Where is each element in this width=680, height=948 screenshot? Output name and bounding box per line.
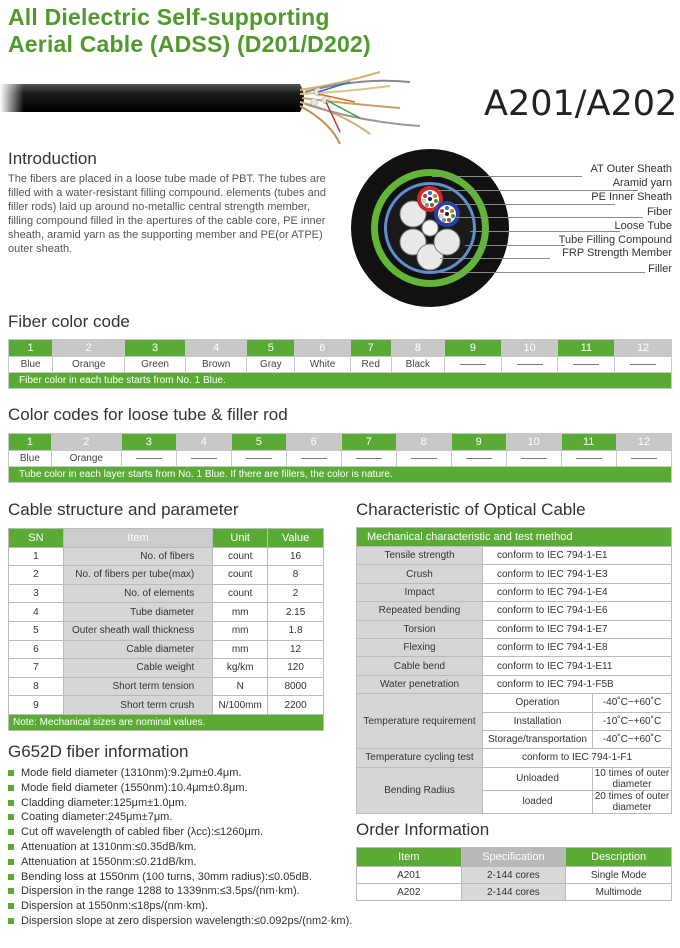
col-specification: Specification — [461, 848, 566, 867]
cell: 2 — [268, 584, 324, 603]
tube-num: 10 — [506, 434, 561, 451]
table-row — [357, 749, 672, 767]
fiber-color-empty — [558, 357, 615, 373]
cell: No. of fibers — [63, 547, 212, 566]
title-line-1: All Dielectric Self-supporting — [8, 4, 330, 30]
cell: Crush — [357, 565, 483, 583]
fiber-num: 8 — [391, 340, 444, 357]
list-item — [8, 870, 352, 885]
tube-color-empty — [286, 451, 341, 467]
cell: Multimode — [566, 884, 672, 901]
cable-photo — [0, 62, 470, 152]
table-row — [9, 566, 324, 585]
cell: No. of fibers per tube(max) — [63, 566, 212, 585]
fiber-color: White — [295, 357, 351, 373]
cell: 20 times of outer diameter — [593, 790, 672, 813]
fiber-num: 4 — [185, 340, 247, 357]
tube-color-empty — [451, 451, 506, 467]
tube-color-empty — [506, 451, 561, 467]
cell: -40˚C~+60˚C — [593, 730, 672, 748]
cell: Repeated bending — [357, 602, 483, 620]
cell: Flexing — [357, 638, 483, 656]
table-row — [357, 694, 672, 712]
col-item: Item — [63, 529, 212, 548]
cell: Cable diameter — [63, 640, 212, 659]
cell: Outer sheath wall thickness — [63, 621, 212, 640]
page-title — [8, 4, 371, 58]
list-item-text: Attenuation at 1550nm:≤0.21dB/km. — [21, 855, 197, 868]
fiber-color: Green — [125, 357, 185, 373]
cell: conform to IEC 794-1-E11 — [483, 657, 672, 675]
structure-heading: Cable structure and parameter — [8, 500, 239, 519]
list-item — [8, 810, 352, 825]
cell: N — [213, 677, 268, 696]
table-row — [9, 547, 324, 566]
fiber-num: 3 — [125, 340, 185, 357]
cell: 3 — [9, 584, 64, 603]
tube-color-note: Tube color in each layer starts from No. 1 Blue. If there are fillers, the color is nature. — [9, 467, 672, 483]
cell: 2-144 cores — [461, 867, 566, 884]
table-row — [357, 884, 672, 901]
cell: 2.15 — [268, 603, 324, 622]
fiber-num: 7 — [350, 340, 391, 357]
table-row — [9, 640, 324, 659]
optical-heading: Characteristic of Optical Cable — [356, 500, 586, 519]
cell: Water penetration — [357, 675, 483, 693]
list-item — [8, 914, 352, 929]
table-row — [357, 638, 672, 656]
cell: conform to IEC 794-1-E1 — [483, 547, 672, 565]
fiber-color: Orange — [53, 357, 125, 373]
cell: A202 — [357, 884, 462, 901]
intro-heading: Introduction — [8, 149, 97, 168]
col-description: Description — [566, 848, 672, 867]
cell: Cable weight — [63, 659, 212, 678]
fiber-color-heading: Fiber color code — [8, 312, 130, 331]
list-item-text: Bending loss at 1550nm (100 turns, 30mm radius):≤0.05dB. — [21, 870, 312, 883]
cell: A201 — [357, 867, 462, 884]
cell: Short term crush — [63, 696, 212, 715]
list-item-text: Mode field diameter (1310nm):9.2μm±0.4μm. — [21, 767, 242, 779]
fiber-color: Blue — [9, 357, 53, 373]
tube-num: 7 — [341, 434, 396, 451]
cell: 16 — [268, 547, 324, 566]
list-item — [8, 825, 352, 840]
cell: Cable bend — [357, 657, 483, 675]
tube-color-table — [8, 433, 672, 483]
col-unit: Unit — [213, 529, 268, 548]
table-row — [9, 603, 324, 622]
mechanical-table-title: Mechanical characteristic and test method — [357, 528, 672, 547]
fiber-num: 1 — [9, 340, 53, 357]
structure-note: Note: Mechanical sizes are nominal values. — [9, 714, 324, 730]
cell: 1 — [9, 547, 64, 566]
cell: 6 — [9, 640, 64, 659]
list-item — [8, 796, 352, 811]
cell: 4 — [9, 603, 64, 622]
tube-color-empty — [616, 451, 671, 467]
fiber-color-note: Fiber color in each tube starts from No. 1 Blue. — [9, 373, 672, 389]
col-sn: SN — [9, 529, 64, 548]
list-item — [8, 884, 352, 899]
table-row — [357, 602, 672, 620]
cell: 8 — [9, 677, 64, 696]
label-filler: Filler — [648, 263, 672, 275]
structure-table — [8, 528, 324, 731]
table-row — [357, 675, 672, 693]
tube-num: 3 — [121, 434, 176, 451]
cell: kg/km — [213, 659, 268, 678]
table-row — [357, 620, 672, 638]
cell: -40˚C~+60˚C — [593, 694, 672, 712]
g652-heading: G652D fiber information — [8, 742, 189, 761]
table-row — [9, 584, 324, 603]
list-item — [8, 840, 352, 855]
cell: 9 — [9, 696, 64, 715]
tube-color-heading: Color codes for loose tube & filler rod — [8, 405, 288, 424]
tube-num: 4 — [176, 434, 231, 451]
cell: count — [213, 566, 268, 585]
tube-num: 12 — [616, 434, 671, 451]
cell: 2 — [9, 566, 64, 585]
fiber-num: 2 — [53, 340, 125, 357]
fiber-color-empty — [501, 357, 558, 373]
table-row — [357, 583, 672, 601]
col-value: Value — [268, 529, 324, 548]
tube-num: 1 — [9, 434, 52, 451]
cell: count — [213, 547, 268, 566]
tube-num: 6 — [286, 434, 341, 451]
cell: Torsion — [357, 620, 483, 638]
fiber-color: Brown — [185, 357, 247, 373]
cell: count — [213, 584, 268, 603]
model-number: A201/A202 — [484, 84, 678, 124]
cell: loaded — [483, 790, 593, 813]
cell: 2200 — [268, 696, 324, 715]
tube-num: 9 — [451, 434, 506, 451]
g652-list — [8, 766, 352, 929]
table-row — [357, 547, 672, 565]
fiber-num: 11 — [558, 340, 615, 357]
cell: -10˚C~+60˚C — [593, 712, 672, 730]
table-row — [9, 677, 324, 696]
tube-color-empty — [231, 451, 286, 467]
cell: Temperature requirement — [357, 694, 483, 749]
cell: conform to IEC 794-1-F5B — [483, 675, 672, 693]
mechanical-table — [356, 527, 672, 814]
tube-color-empty — [396, 451, 451, 467]
fiber-color-empty — [445, 357, 502, 373]
cell: conform to IEC 794-1-E3 — [483, 565, 672, 583]
cell: conform to IEC 794-1-E8 — [483, 638, 672, 656]
table-row — [9, 659, 324, 678]
fiber-color: Gray — [247, 357, 295, 373]
cell: Operation — [483, 694, 593, 712]
label-loose-tube: Loose Tube — [614, 220, 672, 232]
list-item — [8, 766, 352, 781]
cell: conform to IEC 794-1-E6 — [483, 602, 672, 620]
list-item-text: Attenuation at 1310nm:≤0.35dB/km. — [21, 840, 197, 853]
fiber-num: 5 — [247, 340, 295, 357]
label-frp-strength-member: FRP Strength Member — [562, 247, 672, 259]
fiber-num: 6 — [295, 340, 351, 357]
cell: Storage/transportation — [483, 730, 593, 748]
list-item-text: Dispersion slope at zero dispersion wavelength:≤0.092ps/(nm2·km). — [21, 914, 353, 927]
cell: mm — [213, 603, 268, 622]
fiber-color-table — [8, 339, 672, 389]
cell: 2-144 cores — [461, 884, 566, 901]
table-row — [9, 696, 324, 715]
order-heading: Order Information — [356, 820, 490, 839]
table-row — [357, 767, 672, 790]
tube-num: 5 — [231, 434, 286, 451]
label-tube-filling-compound: Tube Filling Compound — [558, 234, 672, 246]
list-item-text: Dispersion at 1550nm:≤18ps/(nm·km). — [21, 900, 208, 913]
cell: 10 times of outer diameter — [593, 767, 672, 790]
fiber-color: Red — [350, 357, 391, 373]
fiber-color-empty — [615, 357, 672, 373]
tube-color-empty — [341, 451, 396, 467]
cell: 7 — [9, 659, 64, 678]
list-item-text: Cut off wavelength of cabled fiber (λcc):≤1260μm. — [21, 826, 264, 839]
cell: conform to IEC 794-1-E4 — [483, 583, 672, 601]
label-aramid-yarn: Aramid yarn — [612, 177, 672, 189]
tube-num: 11 — [561, 434, 616, 451]
label-fiber: Fiber — [646, 206, 672, 218]
cell: Temperature cycling test — [357, 749, 483, 767]
list-item-text: Mode field diameter (1550nm):10.4μm±0.8μm. — [21, 781, 248, 794]
cell: Tensile strength — [357, 547, 483, 565]
tube-color: Blue — [9, 451, 52, 467]
cell: No. of elements — [63, 584, 212, 603]
cell: Single Mode — [566, 867, 672, 884]
label-at-outer-sheath: AT Outer Sheath — [590, 163, 672, 175]
cell: N/100mm — [213, 696, 268, 715]
list-item — [8, 899, 352, 914]
cell: Short term tension — [63, 677, 212, 696]
title-line-2: Aerial Cable (ADSS) (D201/D202) — [8, 31, 371, 57]
tube-color-empty — [561, 451, 616, 467]
tube-color-empty — [121, 451, 176, 467]
cell: Installation — [483, 712, 593, 730]
col-item: Item — [357, 848, 462, 867]
list-item — [8, 781, 352, 796]
table-row — [9, 621, 324, 640]
fiber-num: 12 — [615, 340, 672, 357]
cell: 8 — [268, 566, 324, 585]
fiber-color: Black — [391, 357, 444, 373]
cell: conform to IEC 794-1-E7 — [483, 620, 672, 638]
list-item-text: Cladding diameter:125μm±1.0μm. — [21, 796, 188, 809]
cell: 5 — [9, 621, 64, 640]
cell: 12 — [268, 640, 324, 659]
label-pe-inner-sheath: PE Inner Sheath — [591, 191, 672, 203]
cell: mm — [213, 621, 268, 640]
cell: Tube diameter — [63, 603, 212, 622]
list-item-text: Dispersion in the range 1288 to 1339nm:≤3.5ps/(nm·km). — [21, 885, 300, 898]
cell: conform to IEC 794-1-F1 — [483, 749, 672, 767]
cell: 1.8 — [268, 621, 324, 640]
list-item-text: Coating diameter:245μm±7μm. — [21, 811, 173, 824]
cell: 120 — [268, 659, 324, 678]
intro-text: The fibers are placed in a loose tube made of PBT. The tubes are filled with a water-resistant filling compound. elements (tubes and filler rods) laid up around no-metallic central strength member, filling compound filled in the apertures of the cable core, PE inner sheath, aramid yarn as the supporting member and PE(or ATPE) outer sheath. — [8, 173, 326, 255]
table-row — [357, 565, 672, 583]
tube-num: 8 — [396, 434, 451, 451]
cell: 8000 — [268, 677, 324, 696]
order-table — [356, 847, 672, 901]
table-row — [357, 657, 672, 675]
fiber-num: 9 — [445, 340, 502, 357]
cell: mm — [213, 640, 268, 659]
fiber-num: 10 — [501, 340, 558, 357]
tube-color-empty — [176, 451, 231, 467]
tube-color: Orange — [51, 451, 121, 467]
table-row — [357, 867, 672, 884]
cell: Impact — [357, 583, 483, 601]
list-item — [8, 855, 352, 870]
cell: Unloaded — [483, 767, 593, 790]
cable-cross-section-diagram — [350, 148, 510, 308]
cell: Bending Radius — [357, 767, 483, 813]
tube-num: 2 — [51, 434, 121, 451]
